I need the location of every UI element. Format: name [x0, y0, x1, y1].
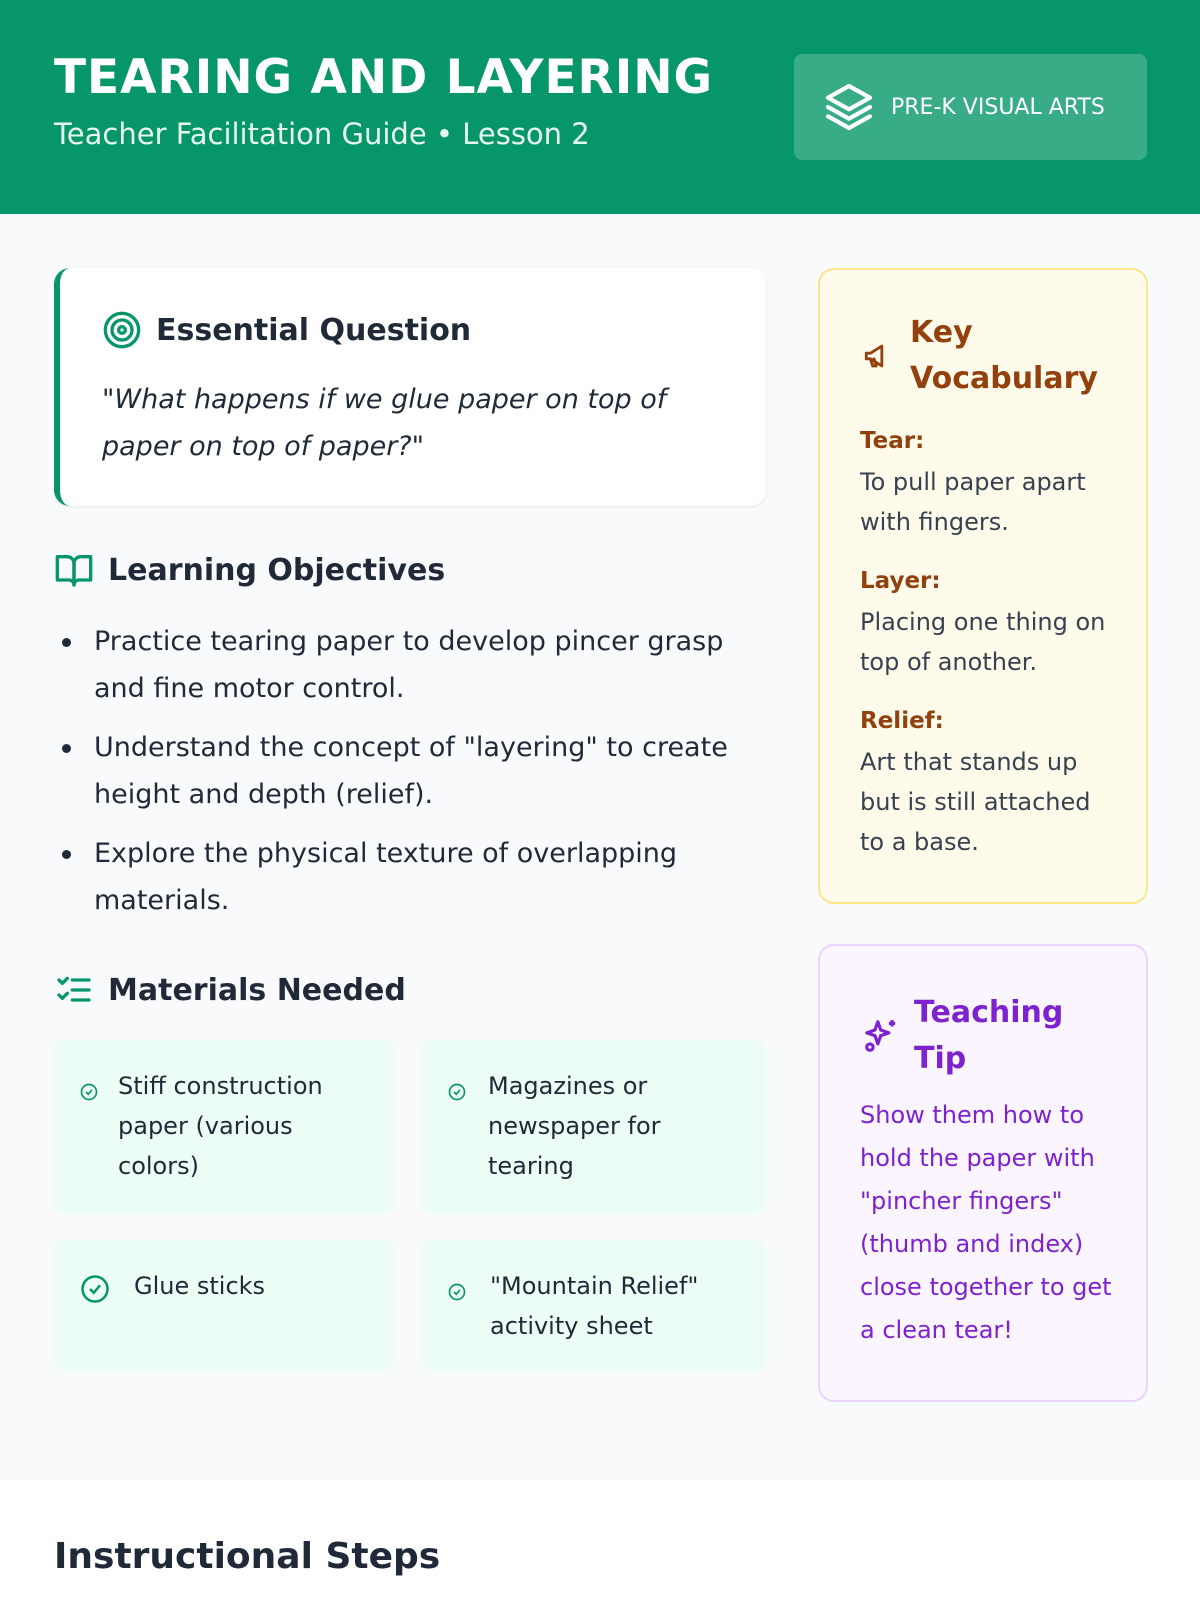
material-item-label: Stiff construction paper (various colors) — [118, 1072, 323, 1180]
essential-question-card — [54, 268, 766, 506]
material-item-label: Magazines or newspaper for tearing — [488, 1072, 661, 1180]
list-item: Understand the concept of "layering" to create height and depth (relief). — [54, 724, 754, 818]
material-item-label: Glue sticks — [134, 1272, 266, 1300]
materials-header — [54, 970, 406, 1010]
materials-heading: Materials Needed — [108, 972, 406, 1008]
objectives-heading: Learning Objectives — [108, 552, 446, 588]
checklist-icon — [54, 970, 94, 1010]
sparkles-icon — [862, 1017, 900, 1055]
page-title: TEARING AND LAYERING — [54, 50, 714, 105]
page-subtitle: Teacher Facilitation Guide • Lesson 2 — [54, 117, 590, 151]
list-item: Practice tearing paper to develop pincer grasp and fine motor control. — [54, 618, 754, 712]
teaching-tip-text: Show them how to hold the paper with "pincher fingers" (thumb and index) close together to get a clean tear! — [860, 1101, 1112, 1344]
material-item — [422, 1040, 766, 1214]
target-icon — [102, 310, 142, 350]
teaching-tip-card — [818, 944, 1148, 1402]
material-item — [422, 1240, 766, 1372]
steps-heading: Instructional Steps — [54, 1536, 441, 1577]
layers-icon — [821, 79, 877, 135]
vocabulary-card — [818, 268, 1148, 904]
open-book-icon — [54, 550, 94, 590]
material-item — [54, 1240, 394, 1372]
essential-question-text: "What happens if we glue paper on top of paper on top of paper?" — [102, 384, 667, 462]
vocab-definition: To pull paper apart with fingers. — [860, 468, 1086, 536]
check-circle-icon — [448, 1083, 466, 1101]
vocab-term: Relief: — [860, 708, 944, 734]
vocab-term: Tear: — [860, 428, 925, 454]
header-banner — [0, 0, 1200, 214]
check-circle-icon — [80, 1083, 98, 1101]
material-item — [54, 1040, 394, 1214]
objectives-header — [54, 550, 445, 590]
grade-badge — [794, 54, 1147, 160]
check-circle-icon — [448, 1283, 466, 1301]
vocab-definition: Art that stands up but is still attached to a base. — [860, 748, 1091, 856]
objectives-list — [54, 618, 754, 936]
teaching-tip-heading: Teaching Tip — [914, 995, 1064, 1076]
vocab-term: Layer: — [860, 568, 941, 594]
vocabulary-heading: Key Vocabulary — [910, 315, 1098, 396]
material-item-label: "Mountain Relief" activity sheet — [490, 1272, 699, 1340]
essential-question-heading: Essential Question — [156, 312, 472, 348]
check-circle-icon — [80, 1274, 110, 1304]
list-item: Explore the physical texture of overlapping materials. — [54, 830, 754, 924]
grade-badge-label: PRE-K VISUAL ARTS — [891, 94, 1105, 120]
megaphone-icon — [862, 339, 896, 373]
vocab-definition: Placing one thing on top of another. — [860, 608, 1106, 676]
